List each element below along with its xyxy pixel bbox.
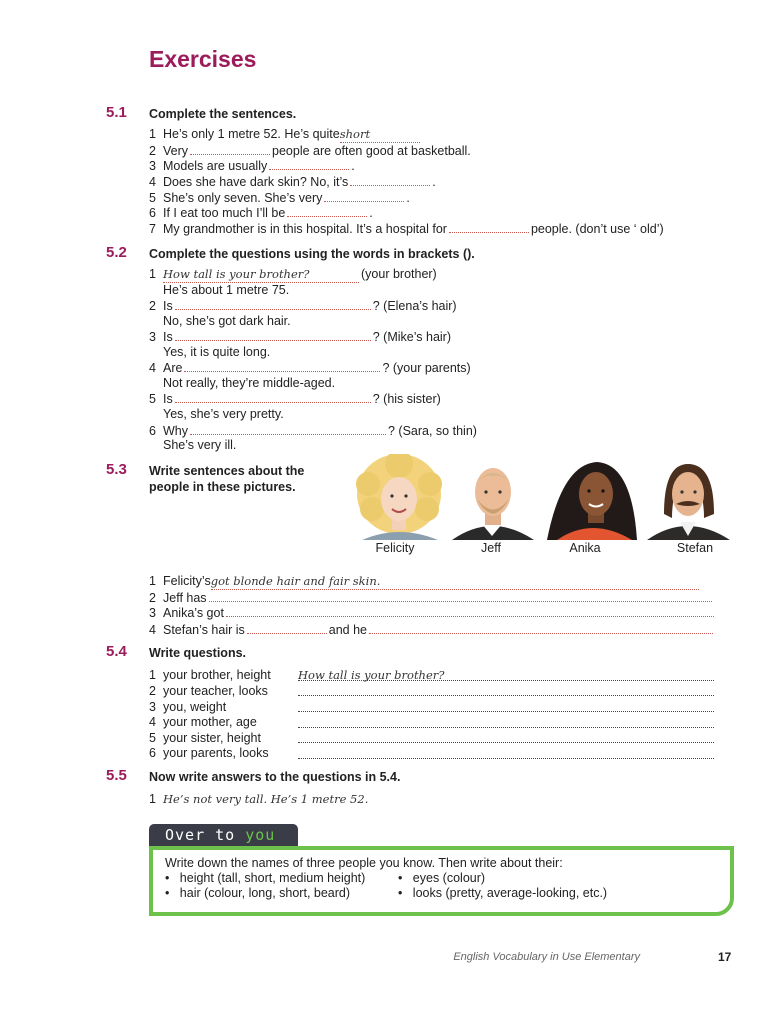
- exercise-instruction-5-1: Complete the sentences.: [149, 107, 297, 121]
- exercise-5-1-item: [149, 190, 410, 206]
- item-number: 2: [149, 144, 156, 158]
- portrait-name-anika: Anika: [569, 541, 601, 555]
- item-number: 1: [149, 267, 156, 281]
- item-number: 4: [149, 623, 156, 637]
- exercise-5-2-item: [149, 423, 477, 439]
- handwritten-answer: got blonde hair and fair skin.: [210, 574, 381, 588]
- answer-blank[interactable]: [163, 267, 359, 283]
- page-title: Exercises: [149, 46, 257, 72]
- item-text: ? (Mike’s hair): [372, 330, 451, 344]
- exercise-5-1-item: [149, 158, 355, 174]
- item-number: 4: [149, 715, 156, 729]
- item-text: Felicity’s: [163, 574, 211, 588]
- item-text: Stefan’s hair is: [163, 623, 245, 637]
- portrait-name-felicity: Felicity: [375, 541, 415, 555]
- exercise-5-2-item: [149, 298, 457, 314]
- answer-line[interactable]: [298, 713, 714, 728]
- handwritten-answer: How tall is your brother?: [298, 668, 445, 682]
- item-number: 6: [149, 424, 156, 438]
- item-text: She’s only seven. She’s very: [163, 191, 323, 205]
- item-text: Why: [163, 424, 188, 438]
- exercise-number-5-3: 5.3: [106, 461, 127, 478]
- portrait-name-stefan: Stefan: [676, 541, 714, 555]
- item-number: 6: [149, 746, 156, 760]
- item-number: 5: [149, 191, 156, 205]
- exercise-5-4-prompt: [149, 700, 226, 715]
- exercise-5-1-item: [149, 174, 436, 190]
- exercise-number-5-5: 5.5: [106, 767, 127, 784]
- item-text: (your brother): [361, 267, 437, 281]
- handwritten-answer: How tall is your brother?: [163, 267, 310, 281]
- answer-blank[interactable]: [190, 423, 386, 435]
- answer-blank[interactable]: [247, 622, 327, 634]
- answer-blank[interactable]: [209, 590, 712, 602]
- item-text: your mother, age: [163, 715, 257, 729]
- answer-blank[interactable]: [226, 605, 714, 617]
- item-text: .: [432, 175, 436, 189]
- answer-line[interactable]: [298, 697, 714, 712]
- item-text: your brother, height: [163, 668, 271, 682]
- bullet-text: eyes (colour): [412, 871, 486, 885]
- item-text: Does she have dark skin? No, it’s: [163, 175, 349, 189]
- item-text: Models are usually: [163, 159, 268, 173]
- item-text: Is: [163, 299, 173, 313]
- exercise-number-5-4: 5.4: [106, 643, 127, 660]
- answer-blank[interactable]: [175, 298, 371, 310]
- item-text: If I eat too much I’ll be: [163, 206, 286, 220]
- item-text: people. (don’t use ‘ old’): [530, 222, 664, 236]
- exercise-5-4-prompt: [149, 715, 257, 730]
- item-text: Very: [163, 144, 189, 158]
- item-number: 1: [149, 668, 156, 682]
- answer-line[interactable]: [298, 744, 714, 759]
- over-to-you-bullet: • eyes (colour): [398, 871, 486, 885]
- item-number: 4: [149, 361, 156, 375]
- answer-line[interactable]: [298, 728, 714, 743]
- exercise-instruction-5-3-line1: Write sentences about the: [149, 464, 305, 478]
- answer-blank[interactable]: [211, 574, 699, 590]
- item-text: ? (Sara, so thin): [388, 424, 477, 438]
- item-reply: He’s about 1 metre 75.: [163, 283, 290, 297]
- item-text: ? (your parents): [382, 361, 471, 375]
- item-text: Is: [163, 330, 173, 344]
- answer-line[interactable]: [298, 666, 714, 681]
- exercise-5-2-item: [149, 360, 471, 376]
- answer-blank[interactable]: [324, 190, 404, 202]
- item-text: you, weight: [163, 700, 227, 714]
- item-number: 2: [149, 684, 156, 698]
- exercise-instruction-5-3-line2: people in these pictures.: [149, 480, 296, 494]
- item-number: 5: [149, 392, 156, 406]
- item-reply: She’s very ill.: [163, 438, 237, 452]
- exercise-5-3-item: [149, 574, 714, 590]
- answer-blank[interactable]: [190, 143, 270, 155]
- item-number: 6: [149, 206, 156, 220]
- item-number: 3: [149, 606, 156, 620]
- exercise-5-4-prompt: [149, 731, 261, 746]
- stefan-portrait: [647, 464, 730, 540]
- bullet-text: height (tall, short, medium height): [179, 871, 366, 885]
- answer-blank[interactable]: [369, 622, 713, 634]
- item-number: 1: [149, 127, 156, 141]
- item-text: Are: [163, 361, 183, 375]
- exercise-number-5-2: 5.2: [106, 244, 127, 261]
- over-to-you-bullet: • hair (colour, long, short, beard): [165, 886, 351, 900]
- exercise-5-2-item: [149, 329, 451, 345]
- item-text: .: [406, 191, 410, 205]
- item-text: Jeff has: [163, 591, 207, 605]
- item-number: 7: [149, 222, 156, 236]
- jeff-portrait: [452, 468, 534, 540]
- item-number: 3: [149, 330, 156, 344]
- page-number: 17: [718, 950, 732, 964]
- over-to-you-intro: Write down the names of three people you know. Then write about their:: [165, 856, 563, 870]
- item-text: .: [369, 206, 373, 220]
- felicity-portrait: [356, 454, 442, 540]
- bullet-text: hair (colour, long, short, beard): [179, 886, 351, 900]
- over-to-you-bullet: • looks (pretty, average-looking, etc.): [398, 886, 608, 900]
- item-text: He’s only 1 metre 52. He’s quite: [163, 127, 340, 141]
- answer-blank[interactable]: [350, 174, 430, 186]
- portraits-illustration: [352, 454, 732, 540]
- item-text: your parents, looks: [163, 746, 269, 760]
- exercise-5-1-item: [149, 127, 420, 143]
- item-text: My grandmother is in this hospital. It’s a hospital for: [163, 222, 447, 236]
- item-text: Anika’s got: [163, 606, 224, 620]
- item-text: your sister, height: [163, 731, 261, 745]
- item-number: 1: [149, 792, 156, 806]
- exercise-number-5-1: 5.1: [106, 104, 127, 121]
- exercise-5-1-item: [149, 221, 664, 237]
- exercise-5-3-item: [149, 605, 714, 621]
- exercise-5-3-item: [149, 590, 712, 606]
- answer-blank[interactable]: [175, 391, 371, 403]
- item-text: and he: [328, 623, 367, 637]
- exercise-5-3-item: [149, 622, 713, 638]
- exercise-5-2-item: [149, 267, 437, 283]
- answer-blank[interactable]: [287, 205, 367, 217]
- item-reply: Yes, she’s very pretty.: [163, 407, 284, 421]
- item-text: your teacher, looks: [163, 684, 268, 698]
- exercise-5-5-item: [149, 792, 368, 807]
- exercise-instruction-5-2: Complete the questions using the words in brackets ().: [149, 247, 475, 261]
- item-number: 2: [149, 591, 156, 605]
- item-number: 3: [149, 159, 156, 173]
- item-text: ? (Elena’s hair): [372, 299, 457, 313]
- item-number: 1: [149, 574, 156, 588]
- footer-book-title: English Vocabulary in Use Elementary: [453, 951, 640, 963]
- handwritten-answer[interactable]: He’s not very tall. He’s 1 metre 52.: [163, 792, 369, 806]
- item-text: .: [351, 159, 355, 173]
- answer-line[interactable]: [298, 681, 714, 696]
- item-number: 5: [149, 731, 156, 745]
- item-number: 3: [149, 700, 156, 714]
- item-reply: No, she’s got dark hair.: [163, 314, 291, 328]
- item-number: 2: [149, 299, 156, 313]
- portrait-name-jeff: Jeff: [481, 541, 501, 555]
- over-to-you-label-accent: you: [245, 826, 276, 844]
- answer-blank[interactable]: [340, 127, 420, 143]
- exercise-5-4-prompt: [149, 668, 271, 683]
- answer-blank[interactable]: [184, 360, 380, 372]
- item-text: ? (his sister): [372, 392, 441, 406]
- bullet-text: looks (pretty, average-looking, etc.): [412, 886, 608, 900]
- exercise-5-4-prompt: [149, 746, 269, 761]
- exercise-5-1-item: [149, 143, 471, 159]
- item-text: people are often good at basketball.: [272, 144, 471, 158]
- answer-blank[interactable]: [449, 221, 529, 233]
- exercise-5-1-item: [149, 205, 373, 221]
- item-reply: Not really, they’re middle-aged.: [163, 376, 336, 390]
- item-text: Is: [163, 392, 173, 406]
- over-to-you-label: Over to: [165, 826, 246, 844]
- handwritten-answer: short: [339, 127, 371, 141]
- over-to-you-tab: [149, 824, 298, 846]
- over-to-you-bullet: • height (tall, short, medium height): [165, 871, 366, 885]
- item-number: 4: [149, 175, 156, 189]
- exercise-instruction-5-4: Write questions.: [149, 646, 247, 660]
- answer-blank[interactable]: [269, 158, 349, 170]
- exercise-5-2-item: [149, 391, 441, 407]
- item-reply: Yes, it is quite long.: [163, 345, 271, 359]
- exercise-5-4-prompt: [149, 684, 268, 699]
- exercise-instruction-5-5: Now write answers to the questions in 5.4.: [149, 770, 401, 784]
- answer-blank[interactable]: [175, 329, 371, 341]
- anika-portrait: [547, 462, 637, 540]
